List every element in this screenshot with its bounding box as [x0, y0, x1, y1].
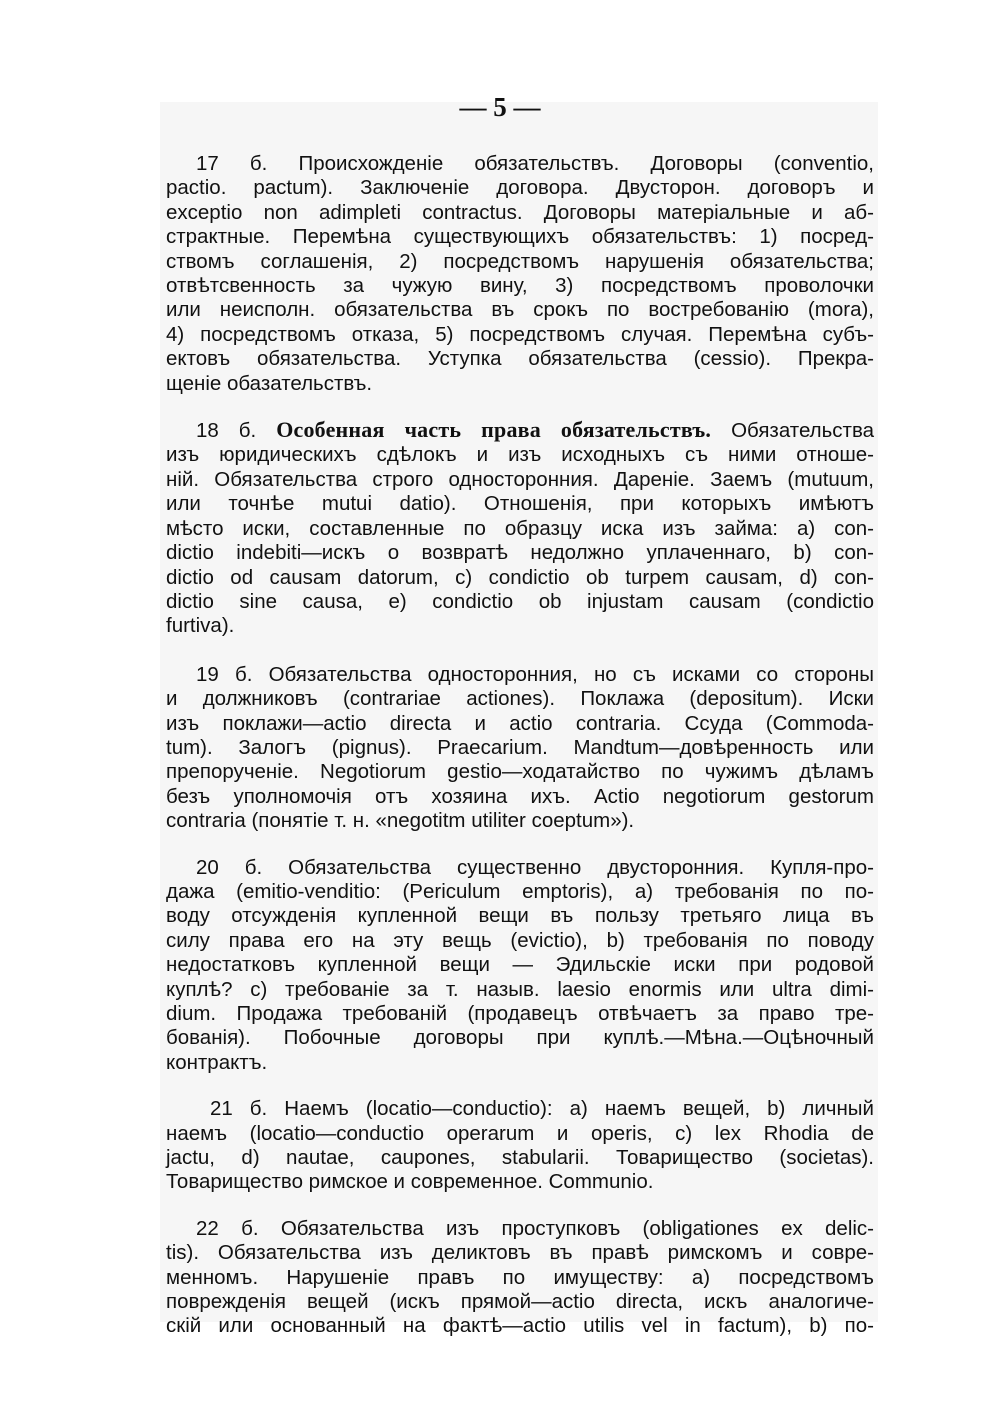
text-line: контрактъ.	[166, 1050, 268, 1074]
text-line: 21 б. Наемъ (locatio—conductio): a) наемъ вещей, b) личный	[210, 1097, 874, 1121]
text-line: 19 б. Обязательства односторонния, но съ исками со стороны	[196, 662, 874, 686]
text-line: ній. Обязательства строго односторонния. Дареніе. Заемъ (mutuum,	[166, 467, 874, 491]
text-line: furtiva).	[166, 614, 235, 638]
text-line: куплѣ? c) требованіе за т. назыв. laesio enormis или ultra dimi-	[166, 977, 874, 1001]
text-line: jactu, d) nautae, caupones, stabularii. Товарищество (societas).	[166, 1146, 874, 1170]
text-line: pactio. pactum). Заключеніе договора. Двусторон. договоръ и	[166, 176, 874, 200]
text-line: 4) посредствомъ отказа, 5) посредствомъ случая. Перемѣна субъ-	[166, 322, 874, 346]
paragraph-19	[166, 663, 874, 834]
text-line: изъ поклажи—actio directa и actio contraria. Ссуда (Commoda-	[166, 711, 874, 735]
text-line: силу права его на эту вещь (evictio), b) требованія по поводу	[166, 928, 874, 952]
text-line: Товарищество римское и современное. Communio.	[166, 1170, 654, 1194]
text-line: dictio sine causa, e) condictio ob injustam causam (condictio	[166, 589, 874, 613]
text-line	[166, 418, 874, 443]
paragraph-22	[166, 1217, 874, 1339]
text-line: ствомъ соглашенія, 2) посредствомъ нарушенія обязательства;	[166, 249, 874, 273]
text-line: безъ уполномочія отъ хозяина ихъ. Actio negotiorum gestorum	[166, 784, 874, 808]
text-line: менномъ. Нарушеніе правъ по имуществу: a) посредствомъ	[166, 1265, 874, 1289]
text-line: дажа (emitio-venditio: (Periculum emptoris), a) требованія по по-	[166, 879, 874, 903]
text-line: 17 б. Происхожденіе обязательствъ. Договоры (conventio,	[196, 152, 874, 175]
text-line: бованія). Побочные договоры при куплѣ.—Мѣна.—Оцѣночный	[166, 1026, 874, 1050]
text-line: и должниковъ (contrariae actiones). Поклажа (depositum). Иски	[166, 687, 874, 711]
text-line: или неисполн. обязательства въ срокъ по востребованію (mora),	[166, 298, 874, 322]
paragraph-21	[166, 1097, 874, 1195]
paragraph-lead: 18 б.	[196, 419, 277, 443]
text-line: или точнѣе mutui datio). Отношенія, при которыхъ имѣютъ	[166, 492, 874, 516]
text-line: tis). Обязательства изъ деликтовъ въ правѣ римскомъ и совре-	[166, 1241, 874, 1265]
text-line: dictio indebiti—искъ о возвратѣ недолжно уплаченнаго, b) con-	[166, 541, 874, 565]
text-line: 22 б. Обязательства изъ проступковъ (obligationes ex delic-	[196, 1216, 874, 1240]
paragraph-20	[166, 856, 874, 1076]
text-line: скій или основанный на фактѣ—actio utilis vel in factum), b) по-	[166, 1314, 874, 1338]
paragraph-17	[166, 152, 874, 396]
section-heading: Особенная часть права обязательствъ.	[276, 417, 712, 443]
text-line: contraria (понятіе т. н. «negotitm utiliter coeptum»).	[166, 809, 635, 833]
page-body	[166, 152, 874, 1361]
text-line: мѣсто иски, составленные по образцу иска изъ займа: a) con-	[166, 516, 874, 540]
text-line: tum). Залогъ (pignus). Praecarium. Mandtum—довѣренность или	[166, 735, 874, 759]
text-line: 20 б. Обязательства существенно двусторонния. Купля-про-	[196, 855, 874, 879]
text-line: изъ юридическихъ сдѣлокъ и изъ исходныхъ съ ними отноше-	[166, 443, 874, 467]
page-number: — 5 —	[459, 92, 541, 122]
text-line: dictio od causam datorum, c) condictio ob turpem causam, d) con-	[166, 565, 874, 589]
text-line: страктные. Перемѣна существующихъ обязательствъ: 1) посред-	[166, 225, 874, 249]
paragraph-18	[166, 418, 874, 639]
text-line: отвѣтсвенность за чужую вину, 3) посредствомъ проволочки	[166, 274, 874, 298]
text-line: ектовъ обязательства. Уступка обязательства (cessio). Прекра-	[166, 347, 874, 371]
text-line: воду отсужденія купленной вещи въ пользу третьяго лица въ	[166, 904, 874, 928]
text-line: поврежденія вещей (искъ прямой—actio directa, искъ аналогиче-	[166, 1290, 874, 1314]
text-line: недостатковъ купленной вещи — Эдильскіе иски при родовой	[166, 953, 874, 977]
text-line: щеніе обазательствъ.	[166, 371, 373, 395]
text-line: наемъ (locatio—conductio operarum и operis, c) lex Rhodia de	[166, 1121, 874, 1145]
text-line: dium. Продажа требованій (продавецъ отвѣчаетъ за право тре-	[166, 1002, 874, 1025]
text-line: exceptio non adimpleti contractus. Договоры матеріальные и аб-	[166, 200, 874, 224]
heading-continuation: Обязательства	[711, 419, 875, 443]
text-line: препорученіе. Negotiorum gestio—ходатайство по чужимъ дѣламъ	[166, 760, 874, 784]
